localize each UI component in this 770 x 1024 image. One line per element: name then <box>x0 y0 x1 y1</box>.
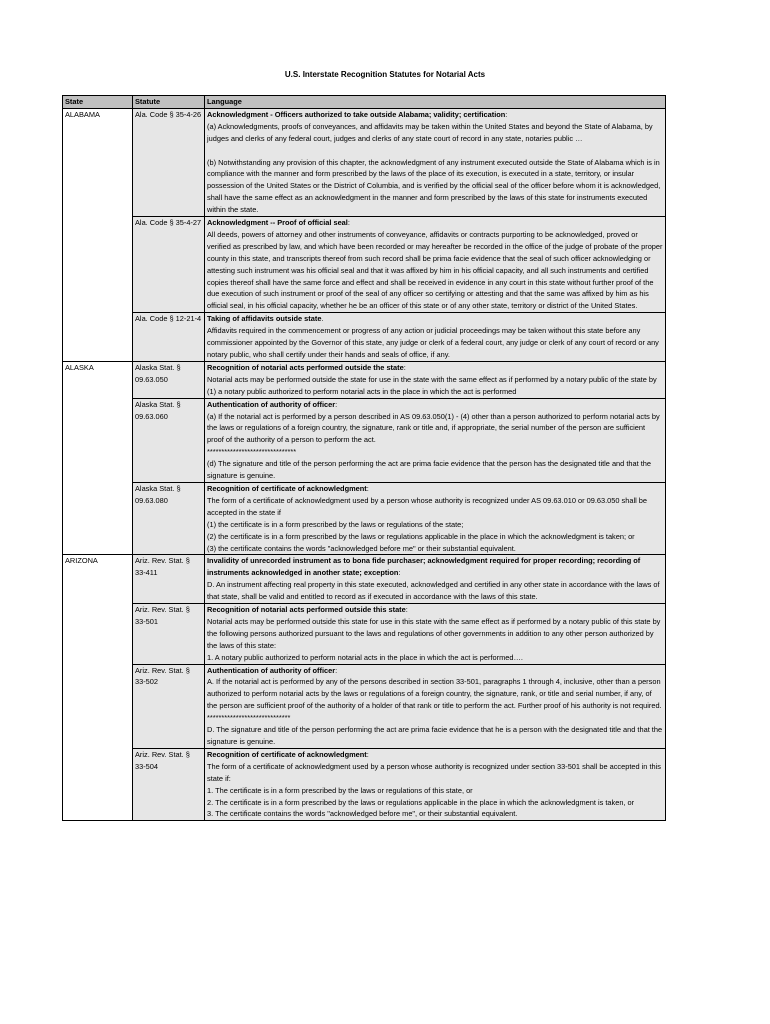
language-cell <box>205 108 666 216</box>
statute-paragraph: 1. A notary public authorized to perform notarial acts in the place in which the act is performed…. <box>207 652 523 662</box>
statute-heading <box>207 399 663 411</box>
statutes-table-body <box>63 96 666 821</box>
statute-heading-text: Recognition of notarial acts performed outside the state <box>207 362 404 372</box>
statute-heading-suffix: : <box>366 483 369 493</box>
statute-paragraph: Notarial acts may be performed outside this state for use in this state with the same effect as if performed by a notary public of this state by the following persons authorized pursuant to the laws and regulations of other governments in addition to any other person authorized by the laws of this state: <box>207 616 661 650</box>
statute-heading-suffix: : <box>403 362 406 372</box>
statute-heading-text: Authentication of authority of officer <box>207 665 336 675</box>
language-cell <box>205 664 666 748</box>
statute-heading-text: Authentication of authority of officer <box>207 399 336 409</box>
statute-paragraph: 3. The certificate contains the words "acknowledged before me", or their substantial equivalent. <box>207 809 518 819</box>
language-cell <box>205 217 666 313</box>
statute-cell: Ariz. Rev. Stat. § 33-501 <box>133 604 205 665</box>
statute-paragraph: The form of a certificate of acknowledgment used by a person whose authority is recognized under AS 09.63.010 or 09.63.050 shall be accepted in the state if <box>207 495 648 517</box>
statute-heading <box>207 109 663 121</box>
statute-paragraph: (d) The signature and title of the person performing the act are prima facie evidence that the person has the designated title and that the signature is genuine. <box>207 459 651 481</box>
state-cell: ALABAMA <box>63 108 133 361</box>
statute-cell: Alaska Stat. § 09.63.060 <box>133 398 205 482</box>
statute-cell: Ariz. Rev. Stat. § 33-504 <box>133 748 205 820</box>
statute-heading-text: Acknowledgment -- Proof of official seal <box>207 218 348 228</box>
statutes-table <box>62 95 666 821</box>
language-cell <box>205 361 666 398</box>
statute-cell: Alaska Stat. § 09.63.050 <box>133 361 205 398</box>
statute-cell: Ala. Code § 35-4-27 <box>133 217 205 313</box>
statute-cell: Ala. Code § 12-21-4 <box>133 313 205 362</box>
statute-paragraph: D. The signature and title of the person performing the act are prima facie evidence that he is a person with the designated title and that the signature is genuine. <box>207 725 663 747</box>
statute-cell: Ariz. Rev. Stat. § 33-411 <box>133 555 205 604</box>
statute-heading <box>207 604 663 616</box>
statute-paragraph: ******************************* <box>207 447 297 457</box>
statute-paragraph: All deeds, powers of attorney and other instruments of conveyance, affidavits or contracts purporting to be acknowledged, proved or verified as prescribed by law, and which have been recorded or may hereafter be recorded in the office of the judge of probate of the proper county in this state, and transcripts thereof from such record shall be prima facie evidence that the seal of such officer acknowledging or attesting such instrument was his official seal and that it was affixed by him in his official capacity, and all such instruments and certified copies thereof shall have the same force and effect and shall be received in evidence in any court in this state without further proof of the due execution of such instrument or proof of the seal of any officer so certifying or attesting and that the same was affixed by him as his official seal, in his official capacity, whether he be an officer of this state or of any other state, territory or district of the United States. <box>207 229 663 311</box>
statute-heading-text: Acknowledgment - Officers authorized to take outside Alabama; validity; certification <box>207 109 506 119</box>
statute-paragraph: 2. The certificate is in a form prescribed by the laws or regulations applicable in the place in which the acknowledgment is taken, or <box>207 797 635 807</box>
table-row <box>63 108 666 216</box>
statute-heading-suffix: : <box>505 109 508 119</box>
statute-paragraph: D. An instrument affecting real property in this state executed, acknowledged and certified in any other state in accordance with the laws of that state, shall be valid and entitled to record as if executed in accordance with the laws of this state. <box>207 580 660 602</box>
statute-heading <box>207 362 663 374</box>
table-row <box>63 664 666 748</box>
header-row <box>63 96 666 109</box>
statute-heading-text: Taking of affidavits outside state <box>207 314 322 324</box>
statute-heading <box>207 555 663 579</box>
statute-paragraph: (3) the certificate contains the words "acknowledged before me" or their substantial equivalent. <box>207 543 516 553</box>
statute-paragraph: (1) a notary public authorized to perform notarial acts in the place in which the act is performed <box>207 386 517 396</box>
statute-cell: Alaska Stat. § 09.63.080 <box>133 482 205 554</box>
statute-heading-suffix: . <box>321 314 324 324</box>
table-row <box>63 398 666 482</box>
table-row <box>63 361 666 398</box>
table-row <box>63 217 666 313</box>
table-row <box>63 482 666 554</box>
state-cell: ARIZONA <box>63 555 133 821</box>
statute-heading-text: Invalidity of unrecorded instrument as to bona fide purchaser; acknowledgment required for proper recording; recording of instruments acknowledged in another state; exception <box>207 556 641 578</box>
statute-heading-suffix: : <box>335 665 338 675</box>
header-statute: Statute <box>133 96 205 109</box>
table-row <box>63 555 666 604</box>
statute-paragraph: Notarial acts may be performed outside the state for use in the state with the same effect as if performed by a notary public of the state by <box>207 374 657 384</box>
statute-heading-suffix: : <box>398 568 401 578</box>
statute-paragraph: Affidavits required in the commencement or progress of any action or judicial proceedings may be taken without this state before any commissioner appointed by the Governor of this state, any judge or clerk of a federal court, any judge or clerk of any court of record or any notary public, who shall certify under their hands and seals of office, if any. <box>207 326 659 360</box>
statute-paragraph: A. If the notarial act is performed by any of the persons described in section 33-501, paragraphs 1 through 4, inclusive, other than a person authorized to perform notarial acts by the laws or regulations of a foreign country, the signature, rank, or title and serial number, if any, of the person are sufficient proof of the authority of a holder of that rank or title to perform the act. Further proof of his authority is not required. <box>207 677 662 711</box>
statute-paragraph: (a) Acknowledgments, proofs of conveyances, and affidavits may be taken within the United States and beyond the State of Alabama, by judges and clerks of any federal court, judges and clerks of any state court of record in any state, notaries public … <box>207 121 653 143</box>
statute-heading-text: Recognition of notarial acts performed outside this state <box>207 605 406 615</box>
statute-heading-suffix: : <box>347 218 350 228</box>
statute-paragraph: 1. The certificate is in a form prescribed by the laws or regulations of this state, or <box>207 785 473 795</box>
table-row <box>63 748 666 820</box>
language-cell <box>205 398 666 482</box>
statute-paragraph: (b) Notwithstanding any provision of this chapter, the acknowledgment of any instrument executed outside the State of Alabama which is in compliance with the manner and form prescribed by the laws of the place of its execution, is executed in a state, territory, or insular possession of the United States or the District of Columbia, and is verified by the official seal of the officer before whom it is acknowledged, shall have the same effect as an acknowledgment in the manner and form prescribed by the laws of this state for instruments executed within the state. <box>207 157 661 215</box>
statute-heading-suffix: : <box>405 605 408 615</box>
statute-heading-suffix: : <box>366 749 369 759</box>
statute-paragraph: The form of a certificate of acknowledgment used by a person whose authority is recognized under section 33-501 shall be accepted in this state if: <box>207 761 661 783</box>
statute-paragraph: ***************************** <box>207 713 291 723</box>
statute-heading <box>207 483 663 495</box>
statute-heading <box>207 217 663 229</box>
statute-heading <box>207 749 663 761</box>
state-cell: ALASKA <box>63 361 133 555</box>
language-cell <box>205 313 666 362</box>
statute-heading <box>207 313 663 325</box>
paragraph-gap <box>207 145 663 157</box>
table-row <box>63 313 666 362</box>
language-cell <box>205 482 666 554</box>
statute-cell: Ala. Code § 35-4-26 <box>133 108 205 216</box>
statute-heading <box>207 665 663 677</box>
statute-paragraph: (1) the certificate is in a form prescribed by the laws or regulations of the state; <box>207 519 464 529</box>
language-cell <box>205 748 666 820</box>
header-language: Language <box>205 96 666 109</box>
statute-heading-suffix: : <box>335 399 338 409</box>
language-cell <box>205 555 666 604</box>
statute-paragraph: (a) If the notarial act is performed by a person described in AS 09.63.050(1) - (4) other than a person authorized to perform notarial acts by the laws or regulations of a foreign country, the signature, rank or title and, if appropriate, the serial number of the person are sufficient proof of the authority of a person to perform the act. <box>207 411 660 445</box>
statute-heading-text: Recognition of certificate of acknowledgment <box>207 483 367 493</box>
statute-heading-text: Recognition of certificate of acknowledgment <box>207 749 367 759</box>
language-cell <box>205 604 666 665</box>
page-title: U.S. Interstate Recognition Statutes for Notarial Acts <box>284 70 486 79</box>
header-state: State <box>63 96 133 109</box>
statute-paragraph: (2) the certificate is in a form prescribed by the laws or regulations applicable in the place in which the acknowledgment is taken; or <box>207 531 635 541</box>
table-row <box>63 604 666 665</box>
statute-cell: Ariz. Rev. Stat. § 33-502 <box>133 664 205 748</box>
